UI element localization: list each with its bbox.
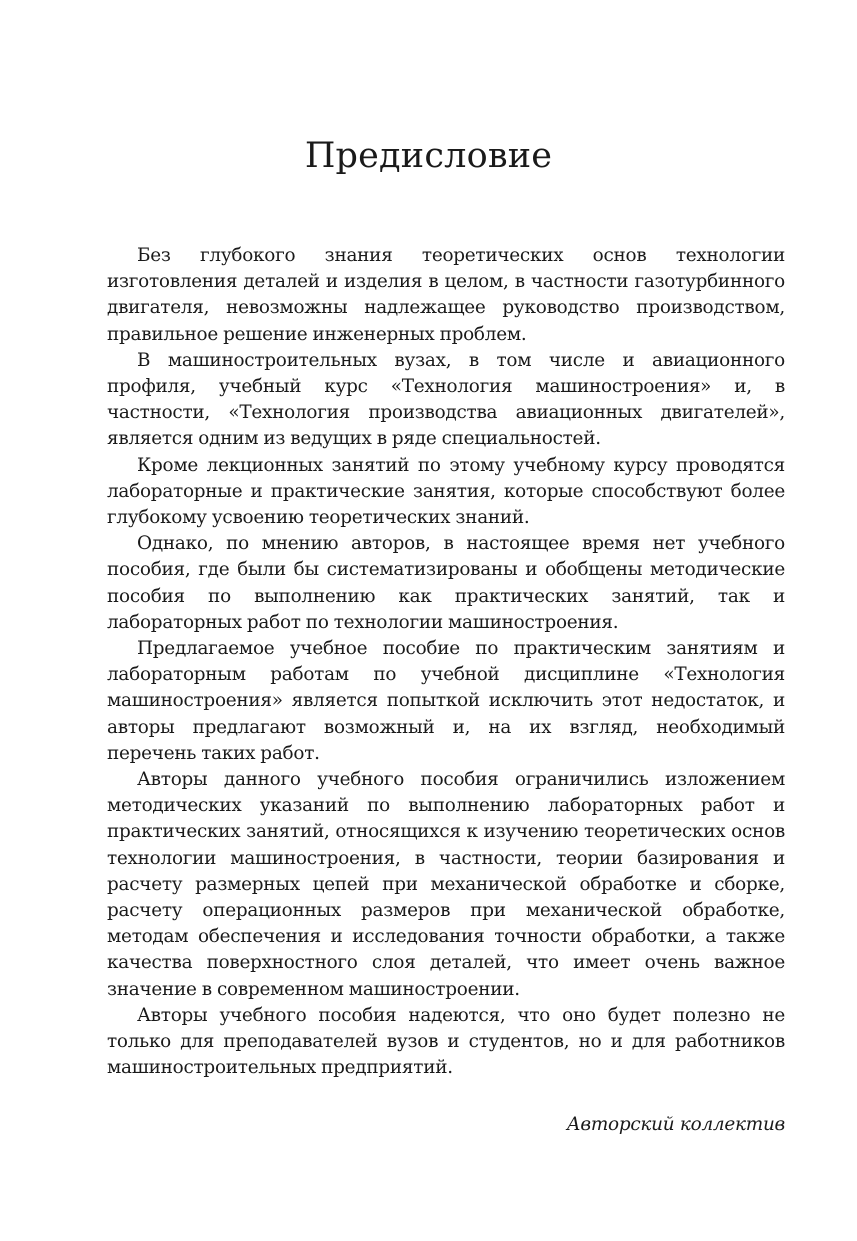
preface-body (107, 243, 785, 1082)
paragraph-7: Авторы учебного пособия надеются, что оно будет полезно не только для преподавателей вузов и студентов, но и для работников машиностроительных предприятий. (107, 1004, 785, 1079)
paragraph-3: Кроме лекционных занятий по этому учебному курсу проводятся лабораторные и практические занятия, которые способствуют более глубокому усвоению теоретических знаний. (107, 454, 785, 529)
signature: Авторский коллектив (566, 1114, 785, 1135)
paragraph-6: Авторы данного учебного пособия ограничились изложением методических указаний по выполнению лабораторных работ и практических занятий, относящихся к изучению теоретических основ технологии машиностроения, в частности, теории базирования и расчету размерных цепей при механической обработке и сборке, расчету операционных размеров при механической обработке, методам обеспечения и исследования точности обработки, а также качества поверхностного слоя деталей, что имеет очень важное значение в современном машиностроении. (107, 769, 785, 1000)
paragraph-2: В машиностроительных вузах, в том числе и авиационного профиля, учебный курс «Технология машиностроения» и, в частности, «Технология производства авиационных двигателей», является одним из ведущих в ряде специальностей. (107, 349, 785, 450)
paragraph-4: Однако, по мнению авторов, в настоящее время нет учебного пособия, где были бы систематизированы и обобщены методические пособия по выполнению как практических занятий, так и лабораторных работ по технологии машиностроения. (107, 533, 785, 633)
paragraph-5: Предлагаемое учебное пособие по практическим занятиям и лабораторным работам по учебной дисциплине «Технология машиностроения» является попыткой исключить этот недостаток, и авторы предлагают возможный и, на их взгляд, необходимый перечень таких работ. (107, 638, 785, 764)
page-title: Предисловие (304, 136, 553, 176)
paragraph-1: Без глубокого знания теоретических основ технологии изготовления деталей и изделия в целом, в частности газотурбинного двигателя, невозможны надлежащее руководство производством, правильное решение инженерных проблем. (107, 245, 785, 345)
